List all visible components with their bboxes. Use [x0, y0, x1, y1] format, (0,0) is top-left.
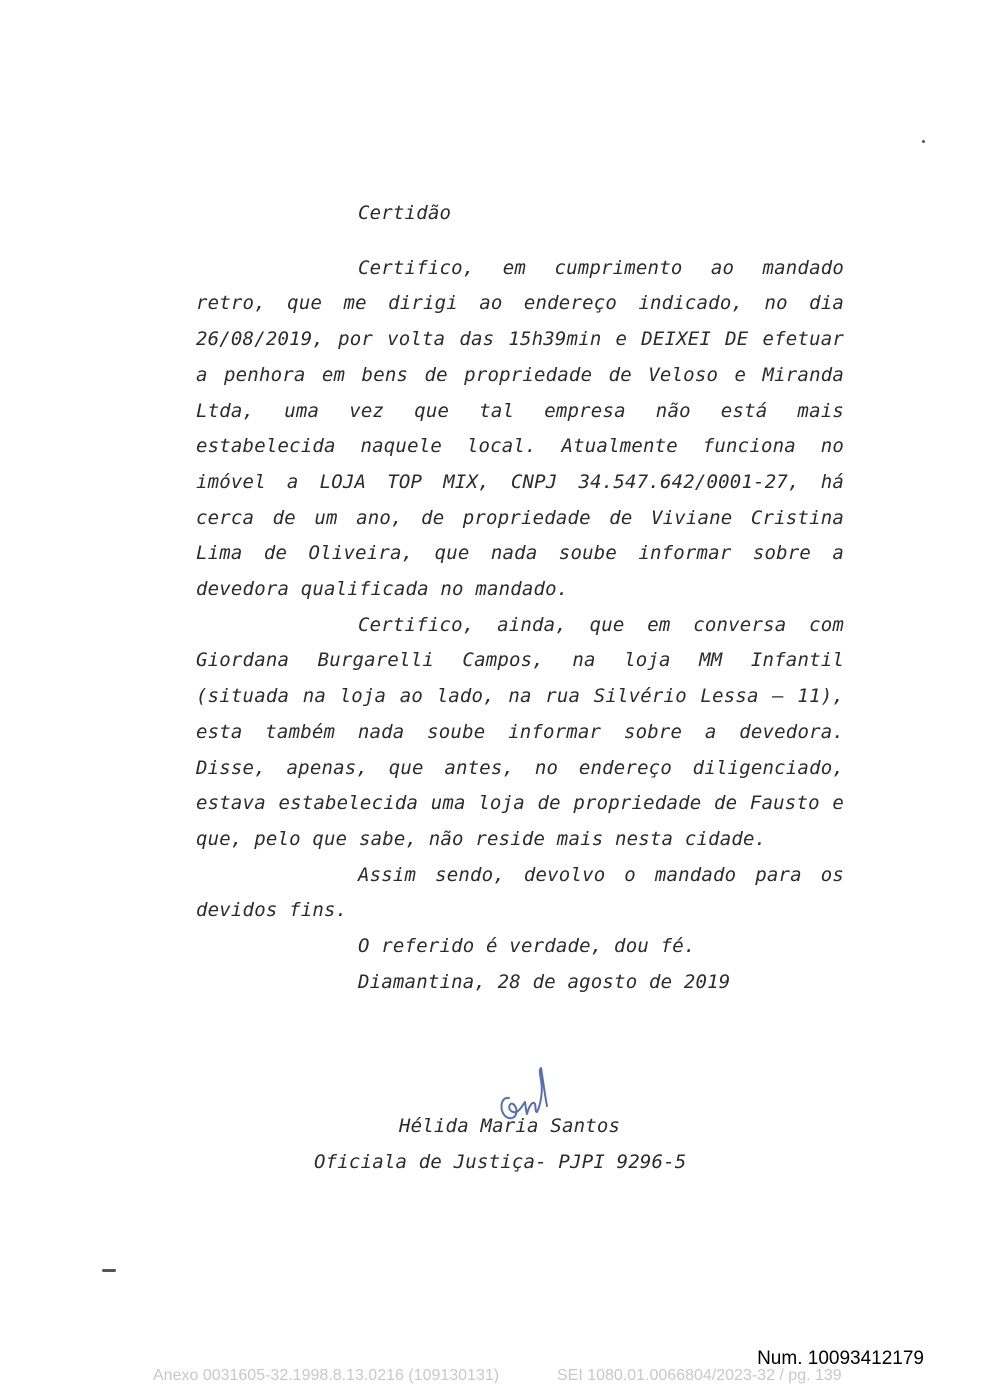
document-number: Num. 10093412179	[757, 1348, 924, 1369]
place-date: Diamantina, 28 de agosto de 2019	[358, 970, 731, 993]
paragraph-conversa: Certifico, ainda, que em conversa com Giordana Burgarelli Campos, na loja MM Infantil (situada na loja ao lado, na rua Silvério Lessa – 11), esta também nada soube informar sobre a devedora. Disse, apenas, que antes, no endereço diligenciado, estava estabelecida uma loja de propriedade de Fausto e que, pelo que sabe, não reside mais nesta cidade.	[196, 613, 844, 850]
signer-role: Oficiala de Justiça- PJPI 9296-5	[314, 1151, 687, 1173]
attestation-line: O referido é verdade, dou fé.	[358, 935, 696, 958]
scan-speck	[102, 1269, 116, 1272]
document-title: Certidão	[358, 202, 452, 224]
signature-block	[196, 1108, 844, 1180]
footer-sei-page: SEI 1080.01.0066804/2023-32 / pg. 139	[557, 1367, 842, 1384]
certificate-body	[196, 196, 844, 1000]
paragraph-devolucao: Assim sendo, devolvo o mandado para os devidos fins.	[196, 863, 844, 922]
paragraph-penhora: Certifico, em cumprimento ao mandado retro, que me dirigi ao endereço indicado, no dia 26/08/2019, por volta das 15h39min e DEIXEI DE efetuar a penhora em bens de propriedade de Veloso e Miranda Ltda, uma vez que tal empresa não está mais estabelecida naquele local. Atualmente funciona no imóvel a LOJA TOP MIX, CNPJ 34.547.642/0001-27, há cerca de um ano, de propriedade de Viviane Cristina Lima de Oliveira, que nada soube informar sobre a devedora qualificada no mandado.	[196, 256, 844, 601]
signer-name: Hélida Maria Santos	[399, 1115, 621, 1137]
scan-speck	[922, 140, 925, 143]
footer-annex: Anexo 0031605-32.1998.8.13.0216 (109130131)	[153, 1367, 500, 1384]
